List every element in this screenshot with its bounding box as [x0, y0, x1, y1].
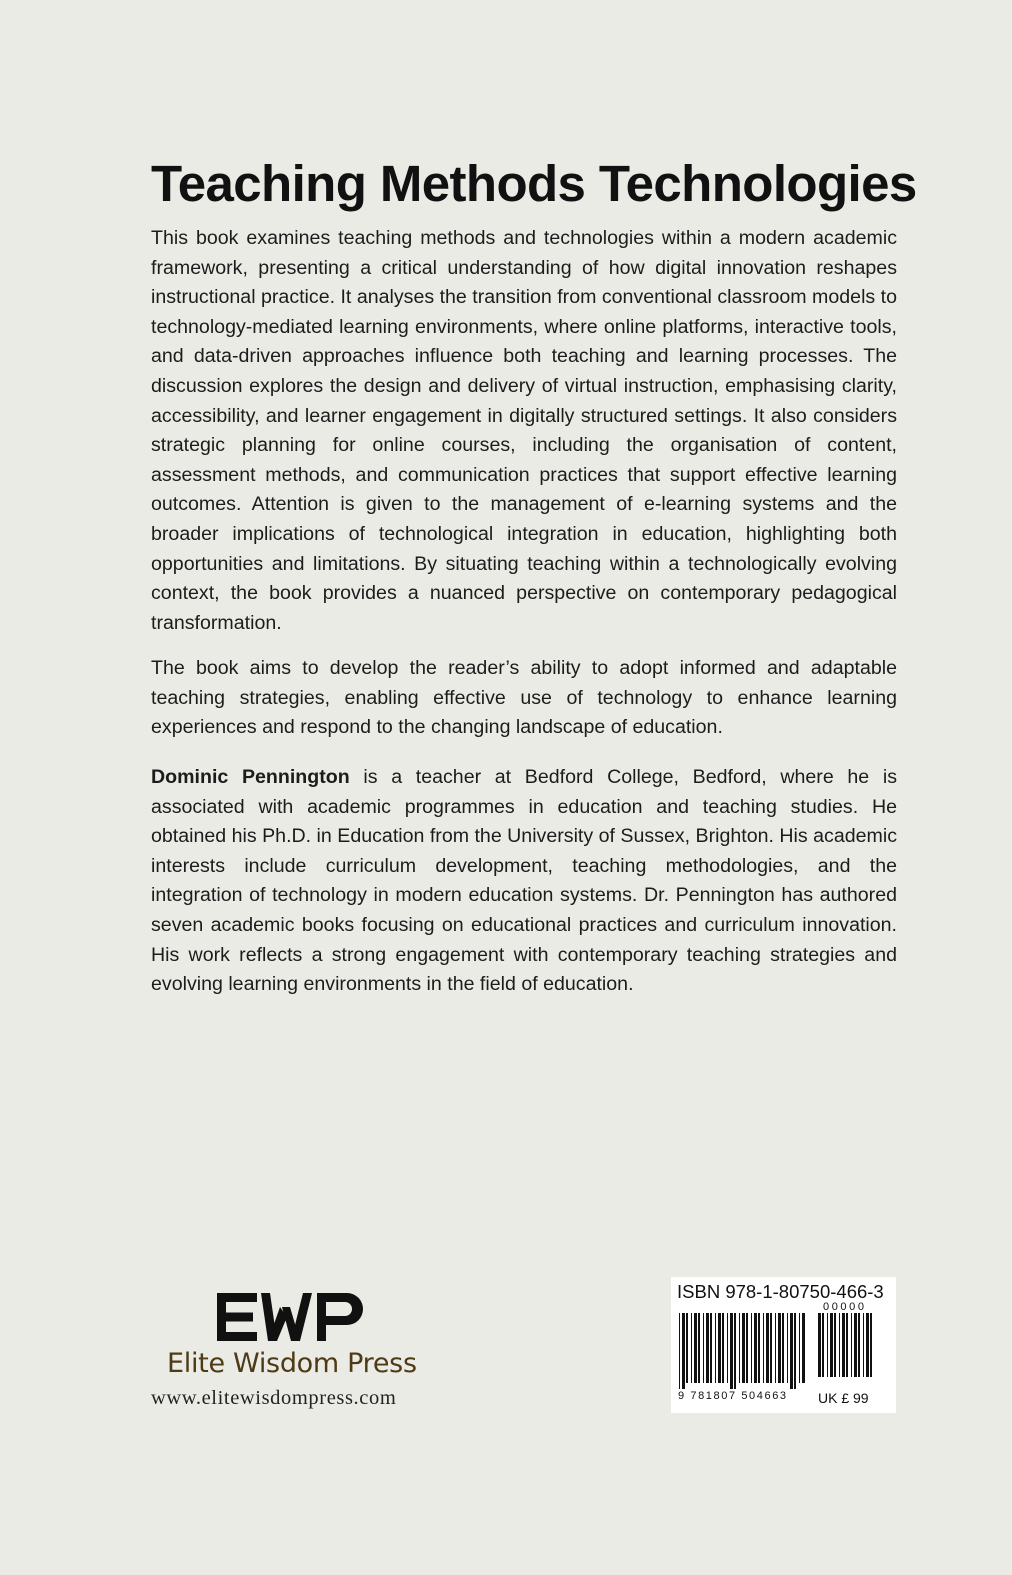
publisher-name: Elite Wisdom Press — [167, 1348, 417, 1379]
ewp-logo-icon — [217, 1293, 365, 1345]
description-paragraph-1: This book examines teaching methods and technologies within a modern academic framework, presenting a critical understanding of how digital innovation reshapes instructional practice. It analyses the transition from conventional classroom models to technology-mediated learning environments, where online platforms, interactive tools, and data-driven approaches influence both teaching and learning processes. The discussion explores the design and delivery of virtual instruction, emphasising clarity, accessibility, and learner engagement in digitally structured settings. It also considers strategic planning for online courses, including the organisation of content, assessment methods, and communication practices that support effective learning outcomes. Attention is given to the management of e-learning systems and the broader implications of technological integration in education, highlighting both opportunities and limitations. By situating teaching within a technologically evolving context, the book provides a nuanced perspective on contemporary pedagogical transformation. — [151, 227, 897, 634]
isbn-barcode — [671, 1277, 896, 1413]
author-bio — [151, 763, 897, 1000]
description-paragraph-2: The book aims to develop the reader’s ability to adopt informed and adaptable teaching strategies, enabling effective use of technology to enhance learning experiences and respond to the changing landscape of education. — [151, 657, 897, 739]
barcode-addon-bars — [818, 1313, 876, 1389]
author-bio-text: is a teacher at Bedford College, Bedford, where he is associated with academic programmes in education and teaching studies. He obtained his Ph.D. in Education from the University of Sussex, Brighton. His academic interests include curriculum development, teaching methodologies, and the integration of technology in modern education systems. Dr. Pennington has authored seven academic books focusing on educational practices and curriculum innovation. His work reflects a strong engagement with contemporary teaching strategies and evolving learning environments in the field of education. — [151, 766, 898, 996]
barcode-digits: 9 781807 504663 — [678, 1390, 788, 1402]
isbn-label: ISBN 978-1-80750-466-3 — [677, 1281, 884, 1302]
price-label: UK £ 99 — [818, 1390, 869, 1406]
author-name: Dominic Pennington — [151, 766, 350, 788]
publisher-logo — [151, 1293, 441, 1409]
publisher-url: www.elitewisdompress.com — [151, 1387, 397, 1409]
barcode-addon-digits: 00000 — [823, 1301, 867, 1313]
barcode-main-bars — [679, 1313, 807, 1389]
book-title: Teaching Methods Technologies — [151, 155, 917, 212]
